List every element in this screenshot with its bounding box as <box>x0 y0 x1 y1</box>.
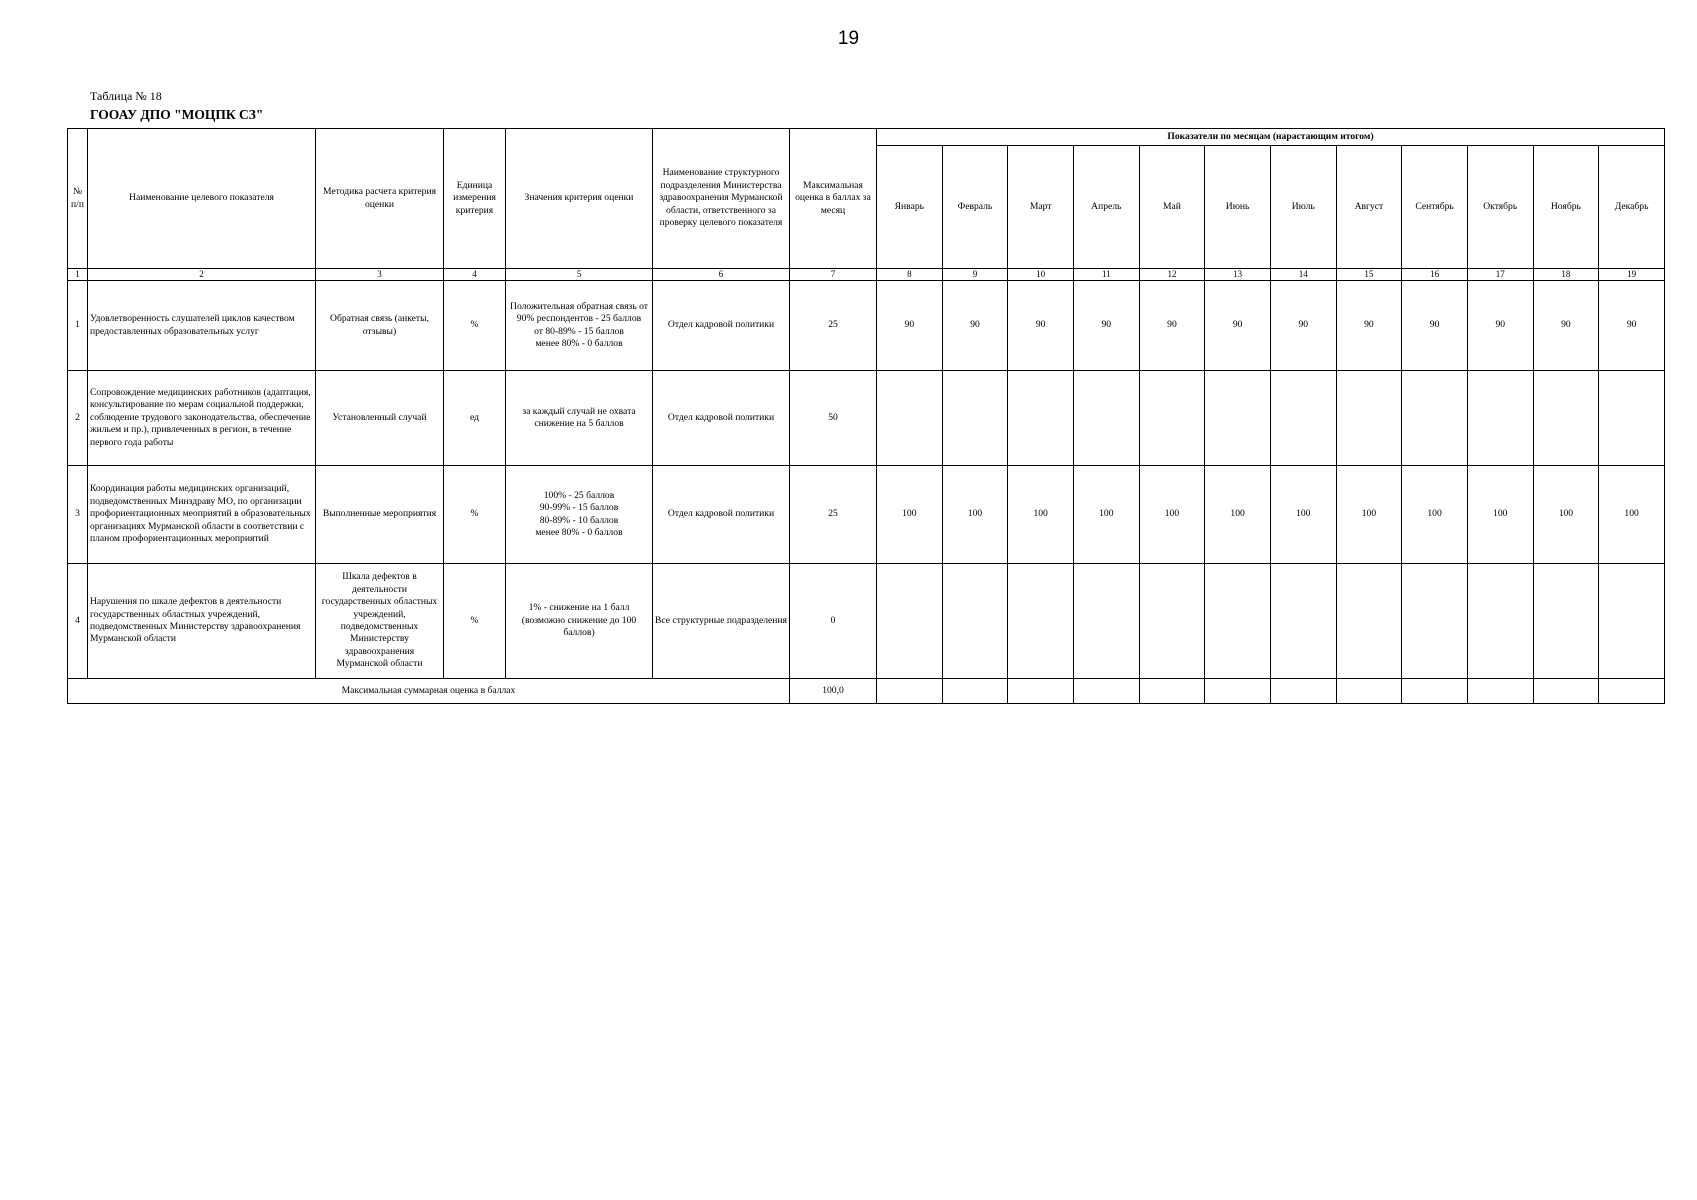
cell-month-value <box>1402 371 1468 466</box>
cell-month-value <box>942 564 1008 679</box>
column-number: 14 <box>1270 269 1336 281</box>
cell-method: Шкала дефектов в деятельности государственных областных учреждений, подведомственных Министерству здравоохранения Мурманской области <box>316 564 444 679</box>
cell-month-value <box>1008 564 1074 679</box>
cell-dept: Все структурные подразделения <box>653 564 790 679</box>
cell-values-line: за каждый случай не охвата снижение на 5 баллов <box>522 405 636 429</box>
cell-month-value: 100 <box>1336 466 1402 564</box>
cell-num: 3 <box>68 466 88 564</box>
column-number: 6 <box>653 269 790 281</box>
cell-values-line: 90-99% - 15 баллов <box>539 502 619 514</box>
cell-month-value <box>1205 564 1271 679</box>
cell-num: 2 <box>68 371 88 466</box>
cell-month-value: 90 <box>1533 281 1599 371</box>
header-month: Июнь <box>1205 146 1271 269</box>
cell-month-value <box>877 564 943 679</box>
table-row <box>68 564 1665 679</box>
cell-month-value: 100 <box>1270 466 1336 564</box>
cell-month-value: 90 <box>1008 281 1074 371</box>
header-month: Август <box>1336 146 1402 269</box>
cell-values-line: менее 80% - 0 баллов <box>535 526 623 538</box>
cell-month-value: 90 <box>1139 281 1205 371</box>
cell-values-line: менее 80% - 0 баллов <box>535 337 623 349</box>
cell-month-value: 90 <box>1467 281 1533 371</box>
cell-month-value <box>1270 371 1336 466</box>
cell-values <box>506 466 653 564</box>
cell-month-value <box>1402 564 1468 679</box>
cell-month-value: 100 <box>877 466 943 564</box>
cell-values <box>506 371 653 466</box>
indicators-table <box>67 128 1665 704</box>
cell-month-value: 100 <box>1533 466 1599 564</box>
total-value: 100,0 <box>790 679 877 704</box>
cell-month-value <box>942 371 1008 466</box>
cell-unit: % <box>444 466 506 564</box>
organization-name: ГООАУ ДПО "МОЦПК СЗ" <box>90 107 264 122</box>
cell-unit: % <box>444 281 506 371</box>
cell-month-value <box>1139 371 1205 466</box>
header-row <box>68 129 1665 146</box>
header-num: № п/п <box>68 129 88 269</box>
column-number: 5 <box>506 269 653 281</box>
cell-method: Выполненные мероприятия <box>316 466 444 564</box>
column-number: 1 <box>68 269 88 281</box>
cell-month-value <box>877 371 943 466</box>
header-month: Февраль <box>942 146 1008 269</box>
cell-month-value: 100 <box>1402 466 1468 564</box>
column-number: 2 <box>88 269 316 281</box>
header-month: Июль <box>1270 146 1336 269</box>
cell-month-value: 100 <box>1008 466 1074 564</box>
cell-method: Обратная связь (анкеты, отзывы) <box>316 281 444 371</box>
column-number: 10 <box>1008 269 1074 281</box>
column-number: 8 <box>877 269 943 281</box>
cell-values <box>506 281 653 371</box>
header-unit: Единица измерения критерия <box>444 129 506 269</box>
cell-values-line: 100% - 25 баллов <box>543 489 615 501</box>
cell-name: Координация работы медицинских организаций, подведомственных Минздраву МО, по организации профориентационных меоприятий в образовательных организациях Мурманской области в соответствии с планом профориентационных мероприятий <box>88 466 316 564</box>
cell-values-line: 80-89% - 10 баллов <box>539 514 619 526</box>
cell-values-line: от 80-89% - 15 баллов <box>534 325 624 337</box>
header-month: Март <box>1008 146 1074 269</box>
column-number: 3 <box>316 269 444 281</box>
column-number: 7 <box>790 269 877 281</box>
cell-month-value <box>1205 371 1271 466</box>
cell-num: 1 <box>68 281 88 371</box>
total-row <box>68 679 1665 704</box>
cell-values-line: 1% - снижение на 1 балл (возможно снижение до 100 баллов) <box>521 602 637 639</box>
cell-month-value: 90 <box>1402 281 1468 371</box>
cell-dept: Отдел кадровой политики <box>653 371 790 466</box>
column-number: 13 <box>1205 269 1271 281</box>
header-month: Ноябрь <box>1533 146 1599 269</box>
cell-name: Удовлетворенность слушателей циклов качеством предоставленных образовательных услуг <box>88 281 316 371</box>
page-number: 19 <box>837 28 860 49</box>
cell-month-value: 90 <box>942 281 1008 371</box>
column-number: 11 <box>1073 269 1139 281</box>
cell-month-value: 90 <box>1599 281 1665 371</box>
cell-month-value <box>1467 564 1533 679</box>
column-number: 16 <box>1402 269 1468 281</box>
cell-month-value <box>1533 564 1599 679</box>
cell-month-value <box>1336 371 1402 466</box>
header-month: Май <box>1139 146 1205 269</box>
cell-month-value <box>1599 371 1665 466</box>
cell-month-value <box>1139 564 1205 679</box>
cell-month-value <box>1336 564 1402 679</box>
column-number: 17 <box>1467 269 1533 281</box>
cell-dept: Отдел кадровой политики <box>653 281 790 371</box>
header-month: Сентябрь <box>1402 146 1468 269</box>
header-month: Апрель <box>1073 146 1139 269</box>
cell-name: Нарушения по шкале дефектов в деятельности государственных областных учреждений, подведомственных Министерству здравоохранения Мурманской области <box>88 564 316 679</box>
cell-month-value: 100 <box>1073 466 1139 564</box>
column-number: 12 <box>1139 269 1205 281</box>
cell-month-value: 100 <box>1467 466 1533 564</box>
header-max: Максимальная оценка в баллах за месяц <box>790 129 877 269</box>
cell-max: 25 <box>790 466 877 564</box>
cell-values-line: Положительная обратная связь от 90% респондентов - 25 баллов <box>510 300 648 325</box>
header-month: Декабрь <box>1599 146 1665 269</box>
header-values: Значения критерия оценки <box>506 129 653 269</box>
column-number: 4 <box>444 269 506 281</box>
cell-month-value: 90 <box>877 281 943 371</box>
column-number: 18 <box>1533 269 1599 281</box>
header-dept: Наименование структурного подразделения Министерства здравоохранения Мурманской области, ответственного за проверку целевого показателя <box>653 129 790 269</box>
cell-month-value: 90 <box>1270 281 1336 371</box>
table-row <box>68 371 1665 466</box>
table-caption: Таблица № 18 <box>90 89 162 103</box>
column-number: 9 <box>942 269 1008 281</box>
table-row <box>68 466 1665 564</box>
column-numbers-row <box>68 269 1665 281</box>
total-label: Максимальная суммарная оценка в баллах <box>68 679 790 704</box>
cell-month-value: 100 <box>1139 466 1205 564</box>
table-row <box>68 281 1665 371</box>
cell-unit: ед <box>444 371 506 466</box>
cell-month-value: 100 <box>1599 466 1665 564</box>
cell-month-value: 90 <box>1336 281 1402 371</box>
cell-month-value: 90 <box>1073 281 1139 371</box>
cell-max: 50 <box>790 371 877 466</box>
header-method: Методика расчета критерия оценки <box>316 129 444 269</box>
header-month: Октябрь <box>1467 146 1533 269</box>
cell-name: Сопровождение медицинских работников (адаптация, консультирование по мерам социальной поддержки, соблюдение трудового законодательства, обеспечение жильем и пр.), привлеченных в регион, в течение первого года работы <box>88 371 316 466</box>
cell-month-value <box>1073 564 1139 679</box>
cell-method: Установленный случай <box>316 371 444 466</box>
cell-max: 0 <box>790 564 877 679</box>
header-month: Январь <box>877 146 943 269</box>
cell-month-value: 100 <box>1205 466 1271 564</box>
cell-month-value <box>1533 371 1599 466</box>
cell-month-value: 100 <box>942 466 1008 564</box>
cell-dept: Отдел кадровой политики <box>653 466 790 564</box>
cell-month-value <box>1467 371 1533 466</box>
cell-unit: % <box>444 564 506 679</box>
cell-month-value <box>1270 564 1336 679</box>
cell-month-value: 90 <box>1205 281 1271 371</box>
column-number: 15 <box>1336 269 1402 281</box>
column-number: 19 <box>1599 269 1665 281</box>
header-name: Наименование целевого показателя <box>88 129 316 269</box>
cell-month-value <box>1008 371 1074 466</box>
cell-values <box>506 564 653 679</box>
cell-month-value <box>1599 564 1665 679</box>
cell-num: 4 <box>68 564 88 679</box>
cell-month-value <box>1073 371 1139 466</box>
header-months-group: Показатели по месяцам (нарастающим итогом) <box>877 129 1665 146</box>
cell-max: 25 <box>790 281 877 371</box>
